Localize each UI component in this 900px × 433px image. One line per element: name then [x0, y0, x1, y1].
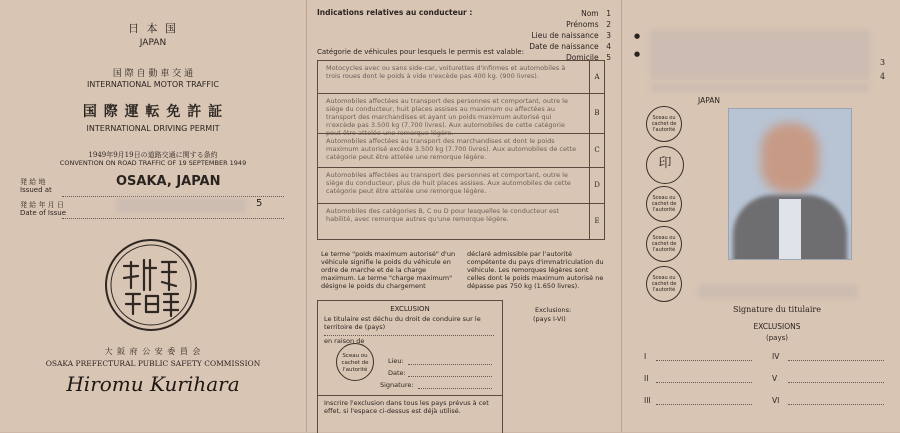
lieu-line	[408, 364, 492, 365]
category-text: Automobiles affectées au transport des personnes et comportant, outre le siège du conducteur, huit places assises au maximum ou affectées au transport des marchandises et ayant un poids maximum autorisé qui n'excède pas 3.500 kg (7.700 livres). Aux automobiles de cette catégorie peut être attelée une remorque légère.	[326, 97, 568, 137]
commissioner-signature: Hiromu Kurihara	[66, 372, 240, 396]
bullet-2: ●	[634, 50, 641, 58]
mark-4: 4	[880, 72, 886, 81]
note-left: Le terme "poids maximum autorisé" d'un véhicule signifie le poids du véhicule en ordre de marche et de la charge maximum. Le terme "charge maximum" désigne le poids du chargement	[321, 250, 456, 290]
exclusion-line	[788, 404, 884, 405]
category-text: Motocycles avec ou sans side-car, voiturettes d'infirmes et automobiles à trois roues dont le poids à vide n'excède pas 400 kg. (900 livres).	[326, 64, 566, 80]
category-letter: E	[589, 203, 604, 239]
field-num: 5	[606, 53, 611, 62]
traffic: INTERNATIONAL MOTOR TRAFFIC	[87, 80, 219, 89]
row-divider	[318, 133, 604, 134]
roman-left: III	[644, 396, 651, 405]
date-label-2: Date:	[388, 369, 406, 377]
jp-permit: 国 際 運 転 免 許 証	[82, 104, 224, 120]
roman-right: V	[772, 374, 778, 383]
jp-convention: 1949年9月19日の道路交通に関する条約	[88, 151, 218, 159]
categories-title: Catégorie de véhicules pour lesquels le permis est valable:	[317, 48, 524, 56]
jp-traffic: 国 際 自 動 車 交 通	[112, 69, 194, 79]
exclusion-line	[788, 360, 884, 361]
field-num: 2	[606, 20, 611, 29]
pays-label: (pays)	[766, 334, 788, 342]
exclusion-line	[656, 404, 752, 405]
footer-note: Inscrire l'exclusion dans tous les pays prévus à cet effet, si l'espace ci-dessus est déjà utilisé.	[324, 399, 489, 415]
driver-fields	[529, 8, 611, 63]
bullet-1: ●	[634, 32, 641, 40]
stamp-circle: Sceau ou cachet de l'autorité	[646, 106, 682, 142]
date-line-2	[408, 376, 492, 377]
field-num: 1	[606, 9, 611, 18]
stamp-circle: Sceau ou cachet de l'autorité	[646, 186, 682, 222]
field-row	[529, 30, 611, 41]
category-letter: D	[589, 167, 604, 203]
holder-page	[622, 0, 900, 432]
exclusions-side: Exclusions:	[535, 306, 572, 314]
date-visible: 5	[256, 198, 263, 209]
categories-page	[306, 0, 622, 432]
field-num: 3	[606, 31, 611, 40]
field-label: Date de naissance	[529, 42, 599, 51]
signature-line	[418, 388, 492, 389]
authority-stamp-circle: Sceau ou cachet de l'autorité	[336, 343, 374, 381]
category-letter: C	[589, 133, 604, 167]
photo-face	[761, 123, 819, 193]
stamp-circle: Sceau ou cachet de l'autorité	[646, 266, 682, 302]
country-3: JAPAN	[698, 96, 720, 105]
issued-jp: 発 給 地	[20, 178, 46, 186]
field-label: Prénoms	[566, 20, 599, 29]
commission: OSAKA PREFECTURAL PUBLIC SAFETY COMMISSION	[45, 359, 261, 368]
roman-left: I	[644, 352, 647, 361]
category-text: Automobiles affectées au transport des marchandises et dont le poids maximum autorisé excède 3.500 kg (7.700 livres). Aux automobiles de cette catégorie peut être attelée une remorque légère.	[326, 137, 577, 161]
category-letter: A	[589, 61, 604, 93]
issued-label: Issued at	[20, 186, 52, 194]
country: JAPAN	[139, 38, 167, 48]
cover-page	[0, 0, 306, 432]
seal-stamp: 印	[646, 146, 684, 184]
row-divider	[318, 203, 604, 204]
exclusion-line	[788, 382, 884, 383]
date-jp: 発 給 年 月 日	[20, 201, 64, 209]
date-line	[62, 218, 284, 219]
exclusion-title: EXCLUSION	[390, 305, 430, 313]
field-label: Lieu de naissance	[531, 31, 599, 40]
exclusion-line	[656, 360, 752, 361]
field-row	[529, 19, 611, 30]
roman-left: II	[644, 374, 649, 383]
official-seal	[104, 238, 198, 332]
holder-photo	[728, 108, 852, 260]
pays-side: (pays I-VI)	[533, 315, 566, 323]
row-divider	[318, 93, 604, 94]
lieu-label: Lieu:	[388, 357, 404, 365]
category-text: Automobiles des catégories B, C ou D pour lesquelles le conducteur est habilité, avec remorque autres qu'une remorque légère.	[326, 207, 559, 223]
field-label: Domicile	[565, 53, 599, 62]
row-divider	[318, 167, 604, 168]
field-num: 4	[606, 42, 611, 51]
redacted-date	[116, 198, 246, 213]
redacted-name	[650, 30, 870, 80]
categories-table	[317, 60, 605, 240]
exclusion-box	[317, 300, 503, 433]
country-line	[324, 335, 494, 336]
field-label: Nom	[581, 9, 599, 18]
issued-line	[62, 196, 284, 197]
field-row	[529, 41, 611, 52]
roman-right: VI	[772, 396, 780, 405]
driver-info-title: Indications relatives au conducteur :	[317, 8, 473, 17]
exclusions-title: EXCLUSIONS	[753, 322, 801, 331]
category-letter: B	[589, 93, 604, 133]
divider	[318, 395, 502, 396]
redacted-signature	[698, 284, 858, 298]
photo-shirt	[779, 199, 801, 259]
en-raison: en raison de	[324, 337, 365, 345]
category-text: Automobiles affectées au transport des personnes et comportant, outre le siège du conducteur, plus de huit places assises. Aux automobiles de cette catégorie peut être attelée une remorque légère.	[326, 171, 571, 195]
date-label: Date of Issue	[20, 209, 67, 217]
stamp-circle: Sceau ou cachet de l'autorité	[646, 226, 682, 262]
issued-value: OSAKA, JAPAN	[116, 174, 221, 189]
note-right: déclaré admissible par l'autorité compétente du pays d'immatriculation du véhicule. Les remorques légères sont celles dont le poids maximum autorisé ne dépasse pas 750 kg (1.650 livres).	[467, 250, 604, 290]
field-row	[529, 8, 611, 19]
roman-right: IV	[772, 352, 780, 361]
redacted-address	[650, 84, 870, 92]
permit: INTERNATIONAL DRIVING PERMIT	[86, 124, 220, 133]
exclusion-line	[656, 382, 752, 383]
exclusion-text: Le titulaire est déchu du droit de conduire sur le territoire de (pays)	[324, 315, 481, 331]
jp-country: 日 本 国	[128, 22, 178, 35]
signature-label-3: Signature du titulaire	[733, 305, 821, 314]
signature-label: Signature:	[380, 381, 414, 389]
convention: CONVENTION ON ROAD TRAFFIC OF 19 SEPTEMBER 1949	[59, 159, 247, 167]
mark-3: 3	[880, 58, 886, 67]
commission-jp: 大 阪 府 公 安 委 員 会	[104, 347, 202, 356]
